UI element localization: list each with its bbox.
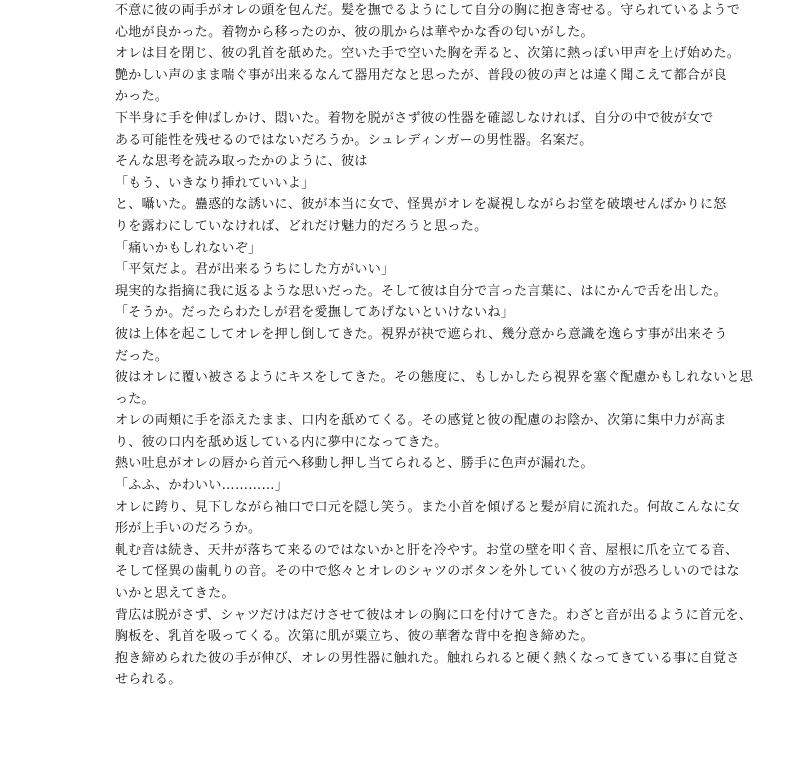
text-line: 彼はオレに覆い被さるようにキスをしてきた。その態度に、もしかしたら視界を塞ぐ配慮かもしれないと思 [115, 370, 754, 386]
text-line: 熱い吐息がオレの唇から首元へ移動し押し当てられると、勝手に色声が漏れた。 [115, 456, 594, 472]
text-line: 不意に彼の両手がオレの頭を包んだ。髪を撫でるようにして自分の胸に抱き寄せる。守られているようで [115, 3, 741, 18]
text-line: 艶かしい声のまま喘ぐ事が出来るなんて器用だなと思ったが、普段の彼の声とは違く聞こえて都合が良 [115, 67, 727, 83]
text-line: った。 [115, 391, 155, 407]
text-line: 形が上手いのだろうか。 [115, 521, 262, 537]
text-line: 現実的な指摘に我に返るような思いだった。そして彼は自分で言った言葉に、はにかんで舌を出した。 [115, 283, 727, 299]
text-line: 「平気だよ。君が出来るうちにした方がいい」 [115, 262, 395, 278]
text-line: だった。 [115, 348, 169, 364]
text-line: 胸板を、乳首を吸ってくる。次第に肌が粟立ち、彼の華奢な背中を抱き締めた。 [115, 629, 594, 645]
text-line: 抱き締められた彼の手が伸び、オレの男性器に触れた。触れられると硬く熱くなってきている事に自覚さ [115, 650, 740, 666]
text-line: そして怪異の歯軋りの音。その中で悠々とオレのシャツのボタンを外していく彼の方が恐ろしいのではな [115, 564, 740, 580]
text-line: かった。 [115, 89, 169, 105]
text-line: オレに跨り、見下しながら袖口で口元を隠し笑う。また小首を傾げると髪が肩に流れた。何故こんなに女 [115, 499, 741, 515]
text-line: 背広は脱がさず、シャツだけはだけさせて彼はオレの胸に口を付けてきた。わざと音が出るように首元を、 [115, 607, 753, 623]
text-line: オレは目を閉じ、彼の乳首を舐めた。空いた手で空いた胸を弄ると、次第に熱っぽい甲声を上げ始めた。 [115, 46, 741, 62]
text-line: せられる。 [115, 672, 182, 688]
text-line: と、囁いた。蠱惑的な誘いに、彼が本当に女で、怪異がオレを凝視しながらお堂を破壊せんばかりに怒 [115, 197, 727, 213]
text-line: 「痛いかもしれないぞ」 [115, 240, 262, 256]
text-line: 下半身に手を伸ばしかけ、悶いた。着物を脱がさず彼の性器を確認しなければ、自分の中で彼が女で [115, 110, 714, 126]
text-line: 「もう、いきなり挿れていいよ」 [115, 175, 315, 191]
story-text [115, 0, 754, 691]
text-line: オレの両頬に手を添えたまま、口内を舐めてくる。その感覚と彼の配慮のお陰か、次第に集中力が高ま [115, 413, 727, 429]
text-line: 心地が良かった。着物から移ったのか、彼の肌からは華やかな香の匂いがした。 [115, 24, 594, 40]
text-line: り、彼の口内を舐め返している内に夢中になってきた。 [115, 434, 448, 450]
text-line: いかと思えてきた。 [115, 586, 235, 602]
text-line: りを露わにしていなければ、どれだけ魅力的だろうと思った。 [115, 218, 488, 234]
text-line: ある可能性を残せるのではないだろうか。シュレディンガーの男性器。名案だ。 [115, 132, 593, 148]
text-line: 「ふふ、かわいい…………」 [115, 478, 289, 494]
text-line: 「そうか。だったらわたしが君を愛撫してあげないといけないね」 [115, 305, 515, 321]
text-line: そんな思考を読み取ったかのように、彼は [115, 154, 368, 170]
text-line: 彼は上体を起こしてオレを押し倒してきた。視界が袂で遮られ、幾分意から意識を逸らす事が出来そう [115, 326, 728, 342]
text-line: 軋む音は続き、天井が落ちて来るのではないかと肝を冷やす。お堂の壁を叩く音、屋根に爪を立てる音、 [115, 542, 739, 558]
